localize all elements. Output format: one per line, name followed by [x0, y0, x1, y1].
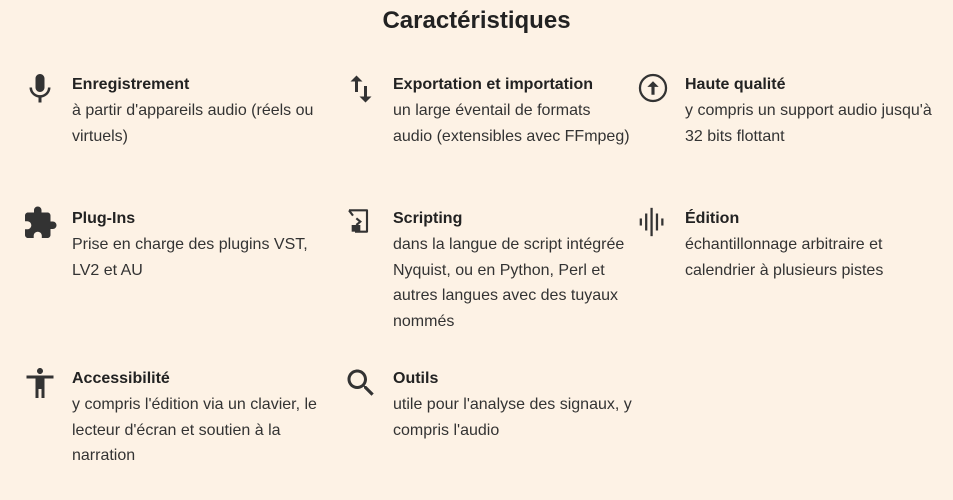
feature-title: Édition [685, 210, 740, 227]
feature-title: Enregistrement [72, 76, 190, 93]
feature-description: un large éventail de formats audio (extensibles avec FFmpeg) [393, 102, 630, 145]
feature-title: Accessibilité [72, 370, 170, 387]
feature-description: y compris un support audio jusqu'à 32 bits flottant [685, 102, 932, 145]
feature-high-quality [635, 71, 945, 181]
feature-tools [343, 365, 643, 455]
feature-description: Prise en charge des plugins VST, LV2 et AU [72, 236, 308, 279]
magnifier-icon [343, 365, 379, 401]
feature-title: Plug-Ins [72, 210, 136, 227]
upload-circle-icon [635, 71, 671, 107]
feature-accessibility [22, 365, 332, 475]
feature-description: utile pour l'analyse des signaux, y compris l'audio [393, 396, 632, 439]
feature-title: Haute qualité [685, 76, 786, 93]
feature-scripting [343, 205, 633, 335]
feature-description: échantillonnage arbitraire et calendrier à plusieurs pistes [685, 236, 884, 279]
feature-description: y compris l'édition via un clavier, le lecteur d'écran et soutien à la narration [72, 396, 317, 465]
feature-recording [22, 71, 322, 181]
feature-export-import [343, 71, 633, 181]
page-title: Caractéristiques [382, 7, 571, 34]
script-icon [343, 205, 379, 241]
feature-description: dans la langue de script intégrée Nyquist, ou en Python, Perl et autres langues avec des tuyaux nommés [393, 236, 625, 330]
import-export-arrows-icon [343, 71, 379, 107]
feature-title: Scripting [393, 210, 463, 227]
waveform-icon [635, 205, 671, 241]
feature-title: Outils [393, 370, 439, 387]
feature-plugins [22, 205, 322, 295]
feature-title: Exportation et importation [393, 76, 593, 93]
accessibility-person-icon [22, 365, 58, 401]
puzzle-piece-icon [22, 205, 58, 241]
feature-editing [635, 205, 945, 295]
feature-description: à partir d'appareils audio (réels ou virtuels) [72, 102, 314, 145]
microphone-icon [22, 71, 58, 107]
